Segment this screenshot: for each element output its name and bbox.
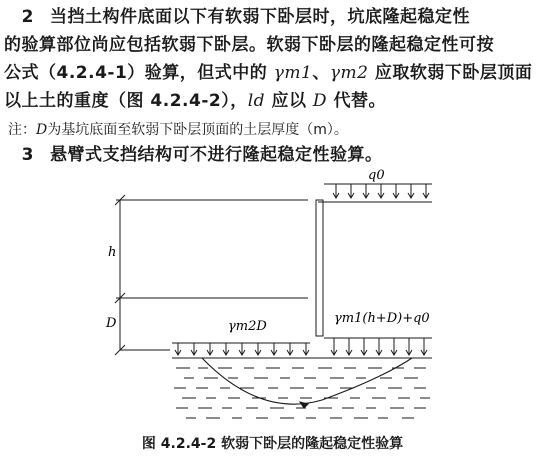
label-gamma-m2D: γm2D — [228, 319, 267, 334]
paragraph-number: 2 — [21, 7, 34, 27]
left-load-arrows — [175, 343, 309, 355]
paragraph-text: 应以 — [265, 91, 313, 111]
paragraph-text: 公式（4.2.4-1）验算，但式中的 — [4, 63, 274, 83]
paragraph-text: 应取软弱下卧层顶面 — [368, 63, 533, 83]
slip-surface — [202, 358, 412, 404]
label-h: h — [108, 245, 117, 260]
label-q0: q0 — [368, 168, 385, 183]
right-load-arrows — [331, 338, 427, 355]
note-symbol-D: D — [36, 122, 48, 138]
note-prefix: 注： — [8, 122, 36, 138]
paragraph-text: 以上土的重度（图 4.2.4-2）， — [4, 91, 248, 111]
q0-load-arrows — [333, 184, 429, 198]
paragraph-text: 当挡土构件底面以下有软弱下卧层时，坑底隆起稳定性 — [50, 7, 470, 27]
paragraph-text: 的验算部位尚应包括软弱下卧层。软弱下卧层的隆起稳定性可按 — [4, 35, 494, 55]
symbol-D: D — [312, 91, 328, 111]
symbol-ld: ld — [247, 91, 266, 111]
figure-caption: 图 4.2.4-2 软弱下卧层的隆起稳定性验算 — [141, 436, 404, 452]
label-D: D — [106, 316, 117, 331]
symbol-gamma-m1: γm1 — [273, 63, 313, 83]
symbol-gamma-m2: γm2 — [329, 63, 369, 83]
label-right-load: γm1(h+D)+q0 — [334, 311, 430, 326]
note-text: 为基坑底面至软弱下卧层顶面的土层厚度（m）。 — [47, 122, 348, 138]
paragraph-text: 代替。 — [327, 91, 386, 111]
paragraph-number: 3 — [21, 145, 34, 165]
soft-clay-hatch — [174, 368, 430, 418]
paragraph-text: 悬臂式支挡结构可不进行隆起稳定性验算。 — [50, 145, 383, 165]
paragraph-text: 、 — [312, 63, 330, 83]
retaining-wall — [316, 200, 323, 336]
